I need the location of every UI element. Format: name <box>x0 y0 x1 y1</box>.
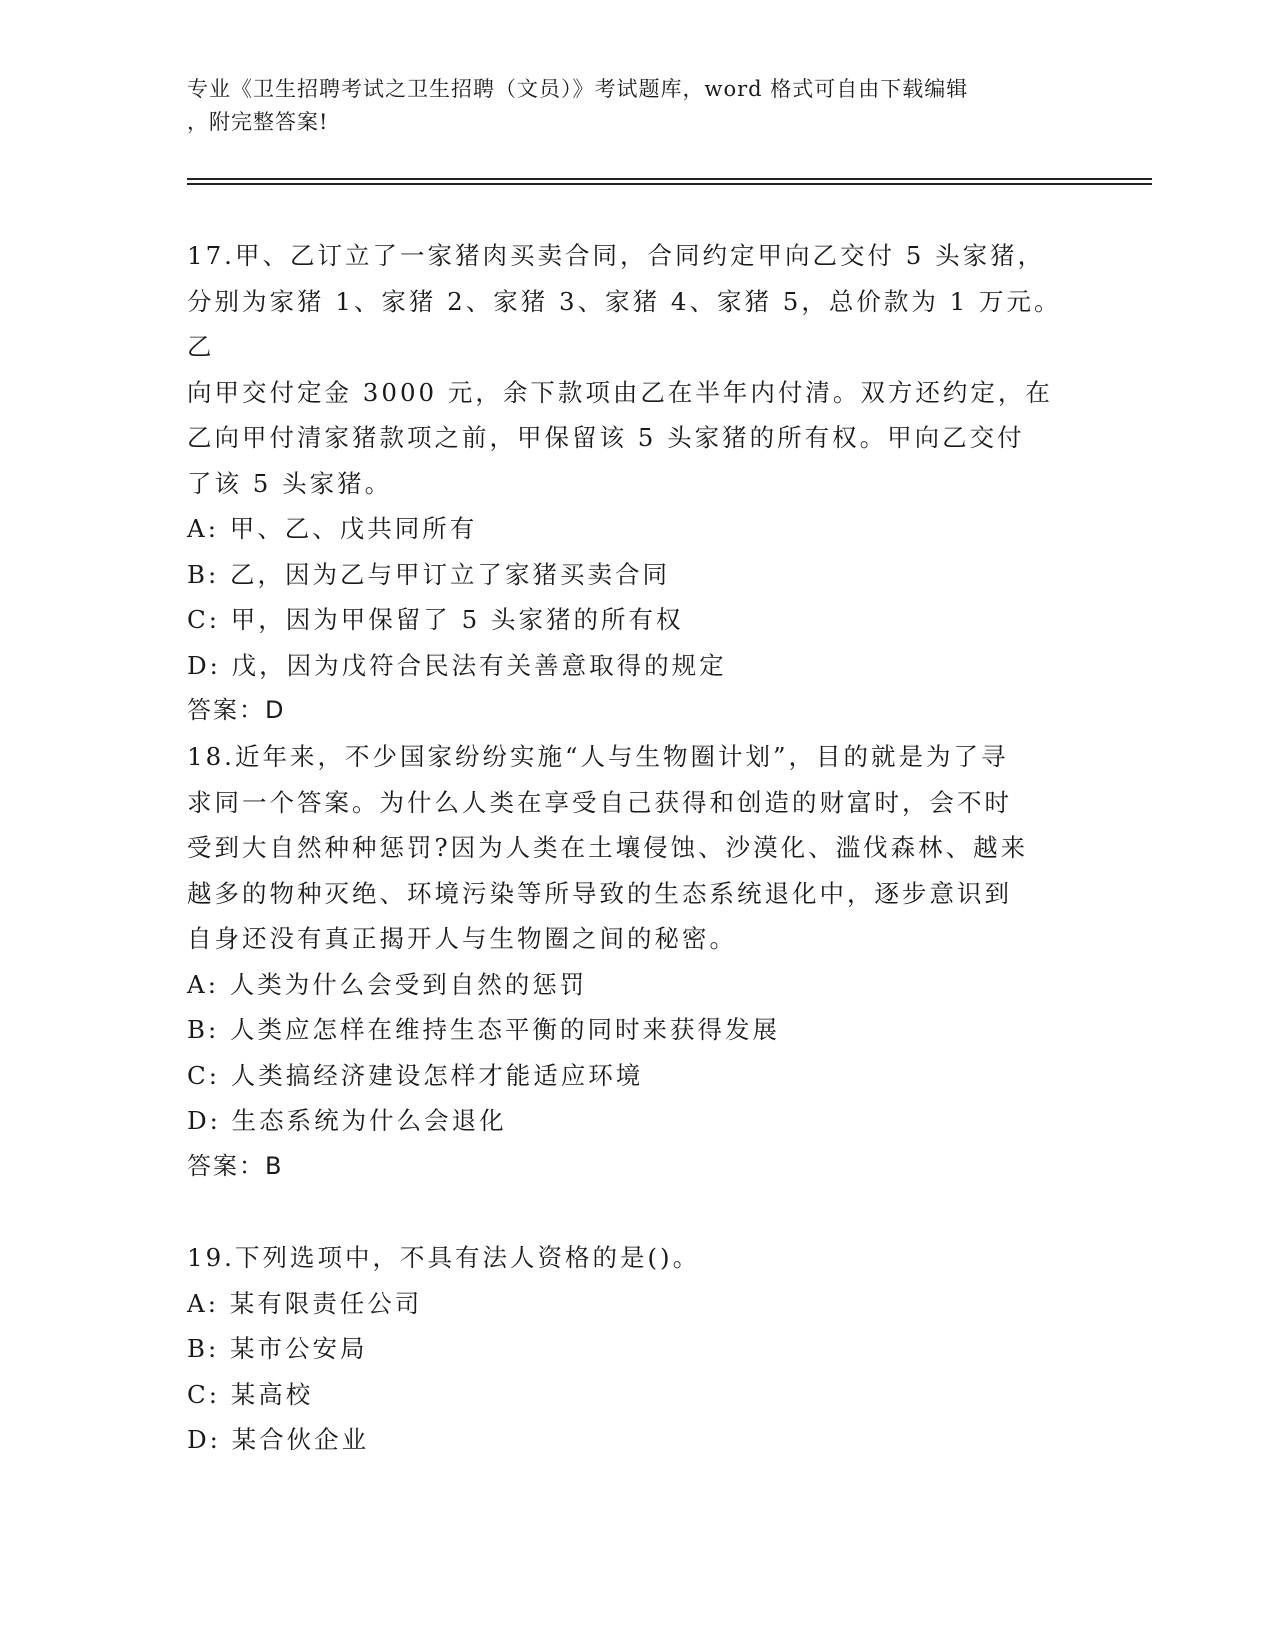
question-stem-line: 19.下列选项中，不具有法人资格的是()。 <box>187 1243 701 1272</box>
question-stem-line: 乙向甲付清家猪款项之前，甲保留该 5 头家猪的所有权。甲向乙交付 <box>187 423 1025 452</box>
question-stem-line: 向甲交付定金 3000 元，余下款项由乙在半年内付清。双方还约定，在 <box>187 377 1053 407</box>
option-c: C: 甲，因为甲保留了 5 头家猪的所有权 <box>187 605 684 634</box>
option-c: C: 人类搞经济建设怎样才能适应环境 <box>187 1060 644 1090</box>
header-line-2: ，附完整答案! <box>187 110 329 134</box>
question-stem-line: 求同一个答案。为什么人类在享受自己获得和创造的财富时，会不时 <box>187 787 1012 817</box>
header-divider-top <box>187 178 1152 180</box>
question-stem-line: 分别为家猪 1、家猪 2、家猪 3、家猪 4、家猪 5，总价款为 1 万元。乙 <box>187 286 1062 361</box>
option-c: C: 某高校 <box>187 1379 314 1409</box>
option-b: B: 乙，因为乙与甲订立了家猪买卖合同 <box>187 559 671 589</box>
answer-label: 答案：D <box>187 696 286 724</box>
question-stem-line: 了该 5 头家猪。 <box>187 468 393 498</box>
question-19 <box>187 1235 1087 1463</box>
question-17 <box>187 233 1087 734</box>
option-d: D: 生态系统为什么会退化 <box>187 1106 507 1135</box>
question-stem-line: 18.近年来，不少国家纷纷实施“人与生物圈计划”，目的就是为了寻 <box>187 742 1009 771</box>
header-divider-bottom <box>187 183 1152 185</box>
option-a: A: 某有限责任公司 <box>187 1288 423 1318</box>
option-b: B: 某市公安局 <box>187 1334 368 1363</box>
option-a: A: 甲、乙、戊共同所有 <box>187 514 478 543</box>
option-a: A: 人类为什么会受到自然的惩罚 <box>187 969 588 999</box>
question-stem-line: 受到大自然种种惩罚?因为人类在土壤侵蚀、沙漠化、滥伐森林、越来 <box>187 833 1029 862</box>
document-header <box>187 73 1087 139</box>
question-stem-line: 自身还没有真正揭开人与生物圈之间的秘密。 <box>187 924 737 953</box>
header-line-1: 专业《卫生招聘考试之卫生招聘（文员）》考试题库，word 格式可自由下载编辑 <box>187 77 969 101</box>
question-stem-line: 越多的物种灭绝、环境污染等所导致的生态系统退化中，逐步意识到 <box>187 878 1012 908</box>
question-18 <box>187 734 1087 1189</box>
question-stem-line: 17.甲、乙订立了一家猪肉买卖合同，合同约定甲向乙交付 5 头家猪， <box>187 241 1046 270</box>
option-d: D: 某合伙企业 <box>187 1425 370 1454</box>
option-d: D: 戊，因为戊符合民法有关善意取得的规定 <box>187 650 727 680</box>
option-b: B: 人类应怎样在维持生态平衡的同时来获得发展 <box>187 1015 781 1044</box>
answer-label: 答案：B <box>187 1151 284 1180</box>
